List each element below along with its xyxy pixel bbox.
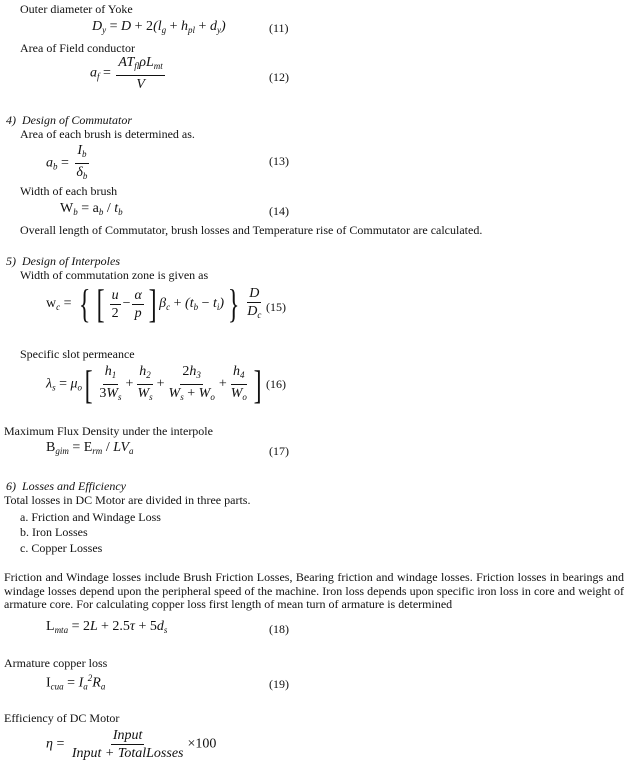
equation-12: $a_f$ = $\frac{AT_{fl}\rho L_{mt}}{V}$ [90,55,163,92]
brush-area-label: Area of each brush is determined as. [20,127,195,141]
equation-13: $a_b$ = $\frac{I_b}{\delta_b}$ [46,143,88,181]
section-6-heading: 6) Losses and Efficiency [6,479,126,493]
efficiency-numerator: Input [112,728,143,743]
slot-permeance-label: Specific slot permeance [20,347,135,361]
loss-item-c: c. Copper Losses [20,541,103,555]
losses-intro: Total losses in DC Motor are divided in three parts. [4,493,251,507]
equation-efficiency: η = $\frac{\text{Input}}{\text{Input + TotalLosses}}$ ×100 [46,728,217,761]
equation-16: $\lambda_s = \mu_o$[ $\frac{h_1}{3W_s}$ + $\frac{h_2}{W_s}$ + $\frac{2h_3}{W_s + W_o}$ + $\frac{h_4}{W_o}$ ] [46,361,262,407]
equation-15: $w_c$ = { [ $\frac{u}{2}$ − $\frac{\alpha}{p}$ ] $\beta_c + (t_b - t_i)$} $\frac{D}{D_c}$ [46,281,262,326]
copper-loss-label: Armature copper loss [4,656,108,670]
field-label: Area of Field conductor [20,41,135,55]
flux-density-label: Maximum Flux Density under the interpole [4,424,213,438]
efficiency-label: Efficiency of DC Motor [4,711,120,725]
equation-19: $I_{cua} = I_a^2R_a$ [46,673,106,692]
brush-width-label: Width of each brush [20,184,118,198]
section-5-heading: 5) Design of Interpoles [6,254,120,268]
eq-number-16: (16) [266,377,286,391]
efficiency-denominator: Input + TotalLosses [71,746,184,761]
section-4-heading: 4) Design of Commutator [6,113,132,127]
yoke-label: Outer diameter of Yoke [20,2,133,16]
eq-number-14: (14) [269,204,289,218]
equation-18: $L_{mta} = 2L + 2.5\tau + 5d_s$ [46,619,168,635]
equation-17: $B_{gim} = E_{rm} / LV_a$ [46,440,134,456]
eq-number-11: (11) [269,21,289,35]
equation-11: $D_y = D + 2(l_g + h_{pl} + d_y)$ [92,19,226,35]
commutator-overall-text: Overall length of Commutator, brush losses and Temperature rise of Commutator are calculated. [20,223,483,237]
eq-number-19: (19) [269,677,289,691]
eq-number-18: (18) [269,622,289,636]
eq-number-15: (15) [266,300,286,314]
commutation-zone-label: Width of commutation zone is given as [20,268,209,282]
loss-item-b: b. Iron Losses [20,525,88,539]
eq-number-17: (17) [269,444,289,458]
loss-item-a: a. Friction and Windage Loss [20,510,161,524]
eq-number-12: (12) [269,70,289,84]
efficiency-factor: ×100 [187,736,217,752]
losses-paragraph: Friction and Windage losses include Brush Friction Losses, Bearing friction and windage losses. Friction losses in bearings and windage losses depend upon the peripheral speed of the machine. Iron loss depends upon specific iron loss in core and weight of armature core. For calculating copper loss first length of mean turn of armature is determined [4,570,624,611]
equation-14: $W_b = a_b / t_b$ [60,201,123,217]
eq-number-13: (13) [269,154,289,168]
